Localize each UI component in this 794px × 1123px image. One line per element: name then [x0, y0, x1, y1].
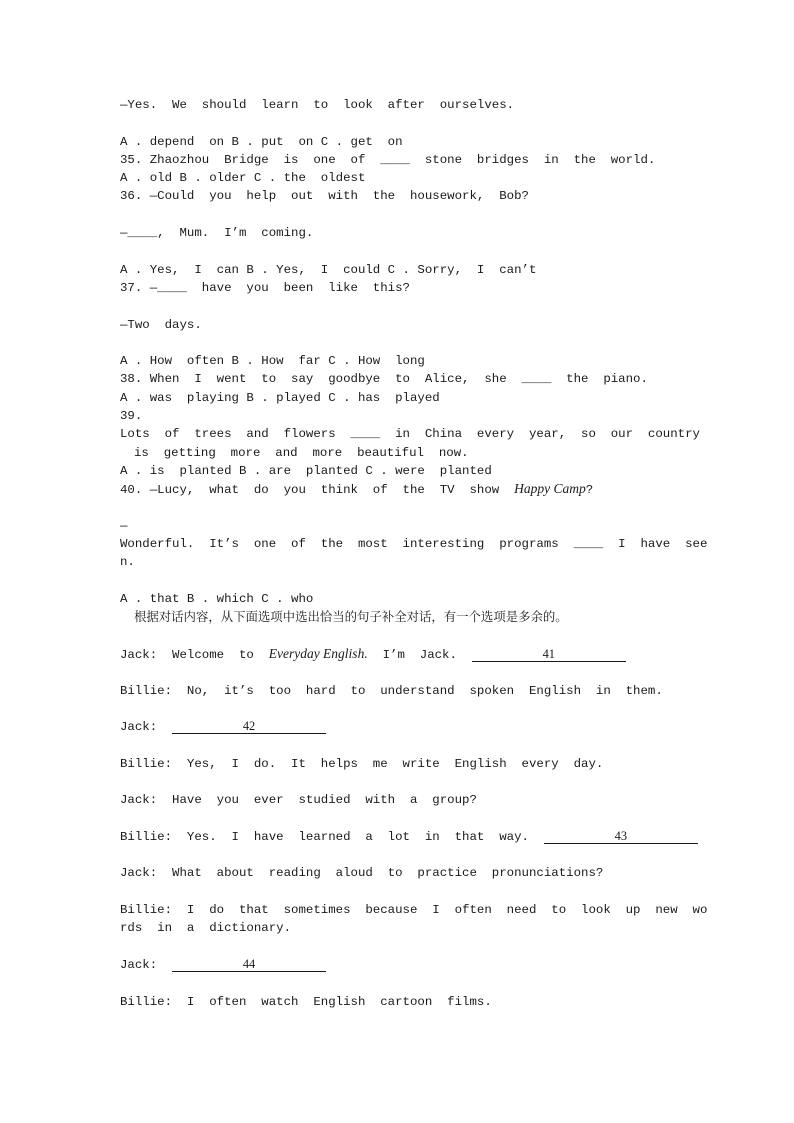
dialogue-text: I’m Jack.: [367, 647, 472, 662]
question-40-text: 40. —Lucy, what do you think of the TV show: [120, 483, 515, 498]
dialogue-jack: [120, 718, 676, 736]
question-39-number: 39.: [120, 409, 143, 424]
question-options: A . old B . older C . the oldest: [120, 171, 366, 186]
program-title: Everyday English.: [268, 645, 368, 661]
document-page: [120, 96, 708, 1011]
question-36: 36. —Could you help out with the housework, Bob?: [120, 189, 529, 204]
question-40: [120, 480, 676, 498]
question-mark: ?: [585, 483, 594, 498]
dialogue-line: —____, Mum. I’m coming.: [120, 226, 314, 241]
dialogue-jack: [120, 956, 676, 974]
show-title: Happy Camp: [514, 481, 586, 497]
dialogue-jack: Jack: What about reading aloud to practice pronunciations?: [120, 866, 604, 881]
answer-blank-43[interactable]: 43: [544, 829, 698, 844]
question-options: A . depend on B . put on C . get on: [120, 134, 403, 149]
answer-blank-41[interactable]: 41: [472, 647, 626, 662]
dialogue-jack: [120, 645, 676, 663]
answer-blank-44[interactable]: 44: [172, 957, 326, 972]
dialogue-billie-cont: rds in a dictionary.: [120, 921, 292, 936]
dialogue-billie: Billie: I do that sometimes because I often need to look up new wo: [120, 903, 708, 918]
question-options: A . How often B . How far C . How long: [120, 354, 425, 369]
question-37: 37. —____ have you been like this?: [120, 280, 410, 295]
dialogue-line: Wonderful. It’s one of the most interesting programs ____ I have see: [120, 537, 708, 552]
question-options: A . that B . which C . who: [120, 592, 314, 607]
dialogue-line: —Two days.: [120, 317, 202, 332]
dialogue-text: Billie: Yes. I have learned a lot in that way.: [120, 829, 544, 844]
question-options: A . Yes, I can B . Yes, I could C . Sorry, I can’t: [120, 262, 537, 277]
dialogue-text: Jack: Welcome to: [120, 647, 269, 662]
dialogue-billie: Billie: I often watch English cartoon films.: [120, 994, 492, 1009]
dialogue-line: —Yes. We should learn to look after ourselves.: [120, 98, 515, 112]
question-39-text-cont: is getting more and more beautiful now.: [134, 445, 469, 460]
dialogue-billie: Billie: Yes, I do. It helps me write English every day.: [120, 756, 604, 771]
dialogue-dash: —: [120, 518, 128, 533]
dialogue-text: Jack:: [120, 720, 173, 735]
question-options: A . was playing B . played C . has played: [120, 390, 440, 405]
question-options: A . is planted B . are planted C . were planted: [120, 463, 492, 478]
dialogue-line-cont: n.: [120, 555, 135, 570]
dialogue-billie: Billie: No, it’s too hard to understand spoken English in them.: [120, 683, 663, 698]
section-instruction: 根据对话内容，从下面选项中选出恰当的句子补全对话，有一个选项是多余的。: [134, 609, 568, 625]
question-35: 35. Zhaozhou Bridge is one of ____ stone bridges in the world.: [120, 152, 656, 167]
dialogue-billie: [120, 828, 676, 846]
dialogue-text: Jack:: [120, 957, 173, 972]
question-38: 38. When I went to say goodbye to Alice, she ____ the piano.: [120, 372, 648, 387]
question-39-text: Lots of trees and flowers ____ in China every year, so our country: [120, 427, 700, 442]
answer-blank-42[interactable]: 42: [172, 719, 326, 734]
dialogue-jack: Jack: Have you ever studied with a group?: [120, 793, 477, 808]
